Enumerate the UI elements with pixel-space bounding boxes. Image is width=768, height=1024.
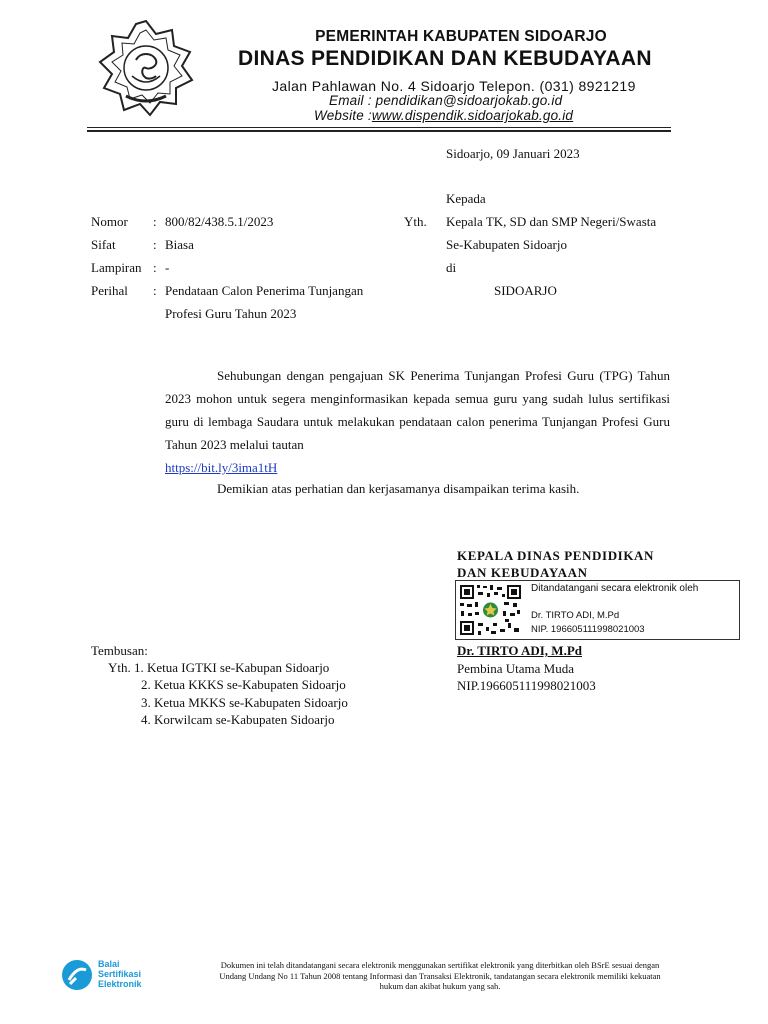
recipient-city: SIDOARJO — [494, 283, 557, 298]
legal-footnote-line-1: Dokumen ini telah ditandatangani secara elektronik menggunakan sertifikat elektronik yang diterbitkan oleh BSrE sesuai dengan — [220, 960, 660, 970]
registration-link[interactable]: https://bit.ly/3ima1tH — [165, 460, 278, 475]
recipient-yth: Yth. — [404, 214, 427, 229]
tembusan-item-4: 4. Korwilcam se-Kabupaten Sidoarjo — [141, 712, 335, 727]
legal-footnote — [165, 960, 715, 992]
perihal-colon: : — [153, 283, 157, 298]
header-website-label: Website : — [314, 108, 372, 123]
header-website — [314, 108, 573, 123]
header-email: Email : pendidikan@sidoarjokab.go.id — [329, 93, 563, 108]
nomor-value: 800/82/438.5.1/2023 — [165, 214, 274, 229]
signatory-rank: Pembina Utama Muda — [457, 661, 574, 676]
lampiran-label: Lampiran — [91, 260, 142, 275]
lampiran-value: - — [165, 260, 170, 275]
nomor-colon: : — [153, 214, 157, 229]
signature-title-line-2: DAN KEBUDAYAAN — [457, 565, 588, 580]
qr-code-icon — [458, 583, 523, 637]
header-government-name: PEMERINTAH KABUPATEN SIDOARJO — [315, 28, 607, 45]
tembusan-label: Tembusan: — [91, 643, 148, 658]
tembusan-item-2: 2. Ketua KKKS se-Kabupaten Sidoarjo — [141, 677, 346, 692]
body-paragraph-1 — [165, 364, 670, 479]
electronic-signature-box — [455, 580, 740, 640]
header-website-link[interactable]: www.dispendik.sidoarjokab.go.id — [371, 108, 574, 123]
perihal-value-line-2: Profesi Guru Tahun 2023 — [165, 306, 297, 321]
header-rule-thick — [87, 130, 671, 132]
recipient-di: di — [446, 260, 457, 275]
header-address: Jalan Pahlawan No. 4 Sidoarjo Telepon. (031) 8921219 — [272, 78, 636, 94]
letter-date: Sidoarjo, 09 Januari 2023 — [446, 146, 580, 161]
header-rule-thin — [87, 127, 671, 128]
perihal-value-line-1: Pendataan Calon Penerima Tunjangan — [165, 283, 364, 298]
recipient-line-2: Se-Kabupaten Sidoarjo — [446, 237, 567, 252]
sifat-value: Biasa — [165, 237, 194, 252]
recipient-kepada: Kepada — [446, 191, 486, 206]
bsre-name-line-2: Sertifikasi — [98, 969, 142, 979]
bsre-emblem-icon — [60, 958, 94, 992]
perihal-label: Perihal — [91, 283, 128, 298]
lampiran-colon: : — [153, 260, 157, 275]
bsre-name-line-1: Balai — [98, 959, 120, 969]
signature-title-line-1: KEPALA DINAS PENDIDIKAN — [457, 548, 655, 563]
nomor-label: Nomor — [91, 214, 128, 229]
recipient-line-1: Kepala TK, SD dan SMP Negeri/Swasta — [446, 214, 657, 229]
tembusan-item-3: 3. Ketua MKKS se-Kabupaten Sidoarjo — [141, 695, 348, 710]
body-paragraph-2: Demikian atas perhatian dan kerjasamanya disampaikan terima kasih. — [217, 481, 580, 496]
esign-nip: NIP. 196605111998021003 — [531, 624, 645, 635]
legal-footnote-line-3: hukum dan akibat hukum yang sah. — [379, 981, 501, 991]
sifat-label: Sifat — [91, 237, 116, 252]
header-agency-name: DINAS PENDIDIKAN DAN KEBUDAYAAN — [238, 47, 652, 70]
bsre-logo — [60, 958, 160, 992]
bsre-name-line-3: Elektronik — [98, 979, 142, 989]
signatory-name: Dr. TIRTO ADI, M.Pd — [457, 643, 582, 658]
signatory-nip: NIP.196605111998021003 — [457, 678, 596, 693]
esign-name: Dr. TIRTO ADI, M.Pd — [531, 610, 620, 621]
esign-caption: Ditandatangani secara elektronik oleh — [531, 583, 699, 594]
body-paragraph-1-text: Sehubungan dengan pengajuan SK Penerima Tunjangan Profesi Guru (TPG) Tahun 2023 mohon untuk segera menginformasikan kepada semua guru yang sudah lulus sertifikasi guru di lembaga Saudara untuk melakukan pendataan calon penerima Tunjangan Profesi Guru Tahun 2023 melalui tautan — [165, 368, 670, 452]
legal-footnote-line-2: Undang Undang No 11 Tahun 2008 tentang Informasi dan Transaksi Elektronik, tandatangan secara elektronik memiliki kekuatan — [219, 970, 661, 981]
sifat-colon: : — [153, 237, 157, 252]
tembusan-item-1: Yth. 1. Ketua IGTKI se-Kabupan Sidoarjo — [108, 660, 330, 675]
